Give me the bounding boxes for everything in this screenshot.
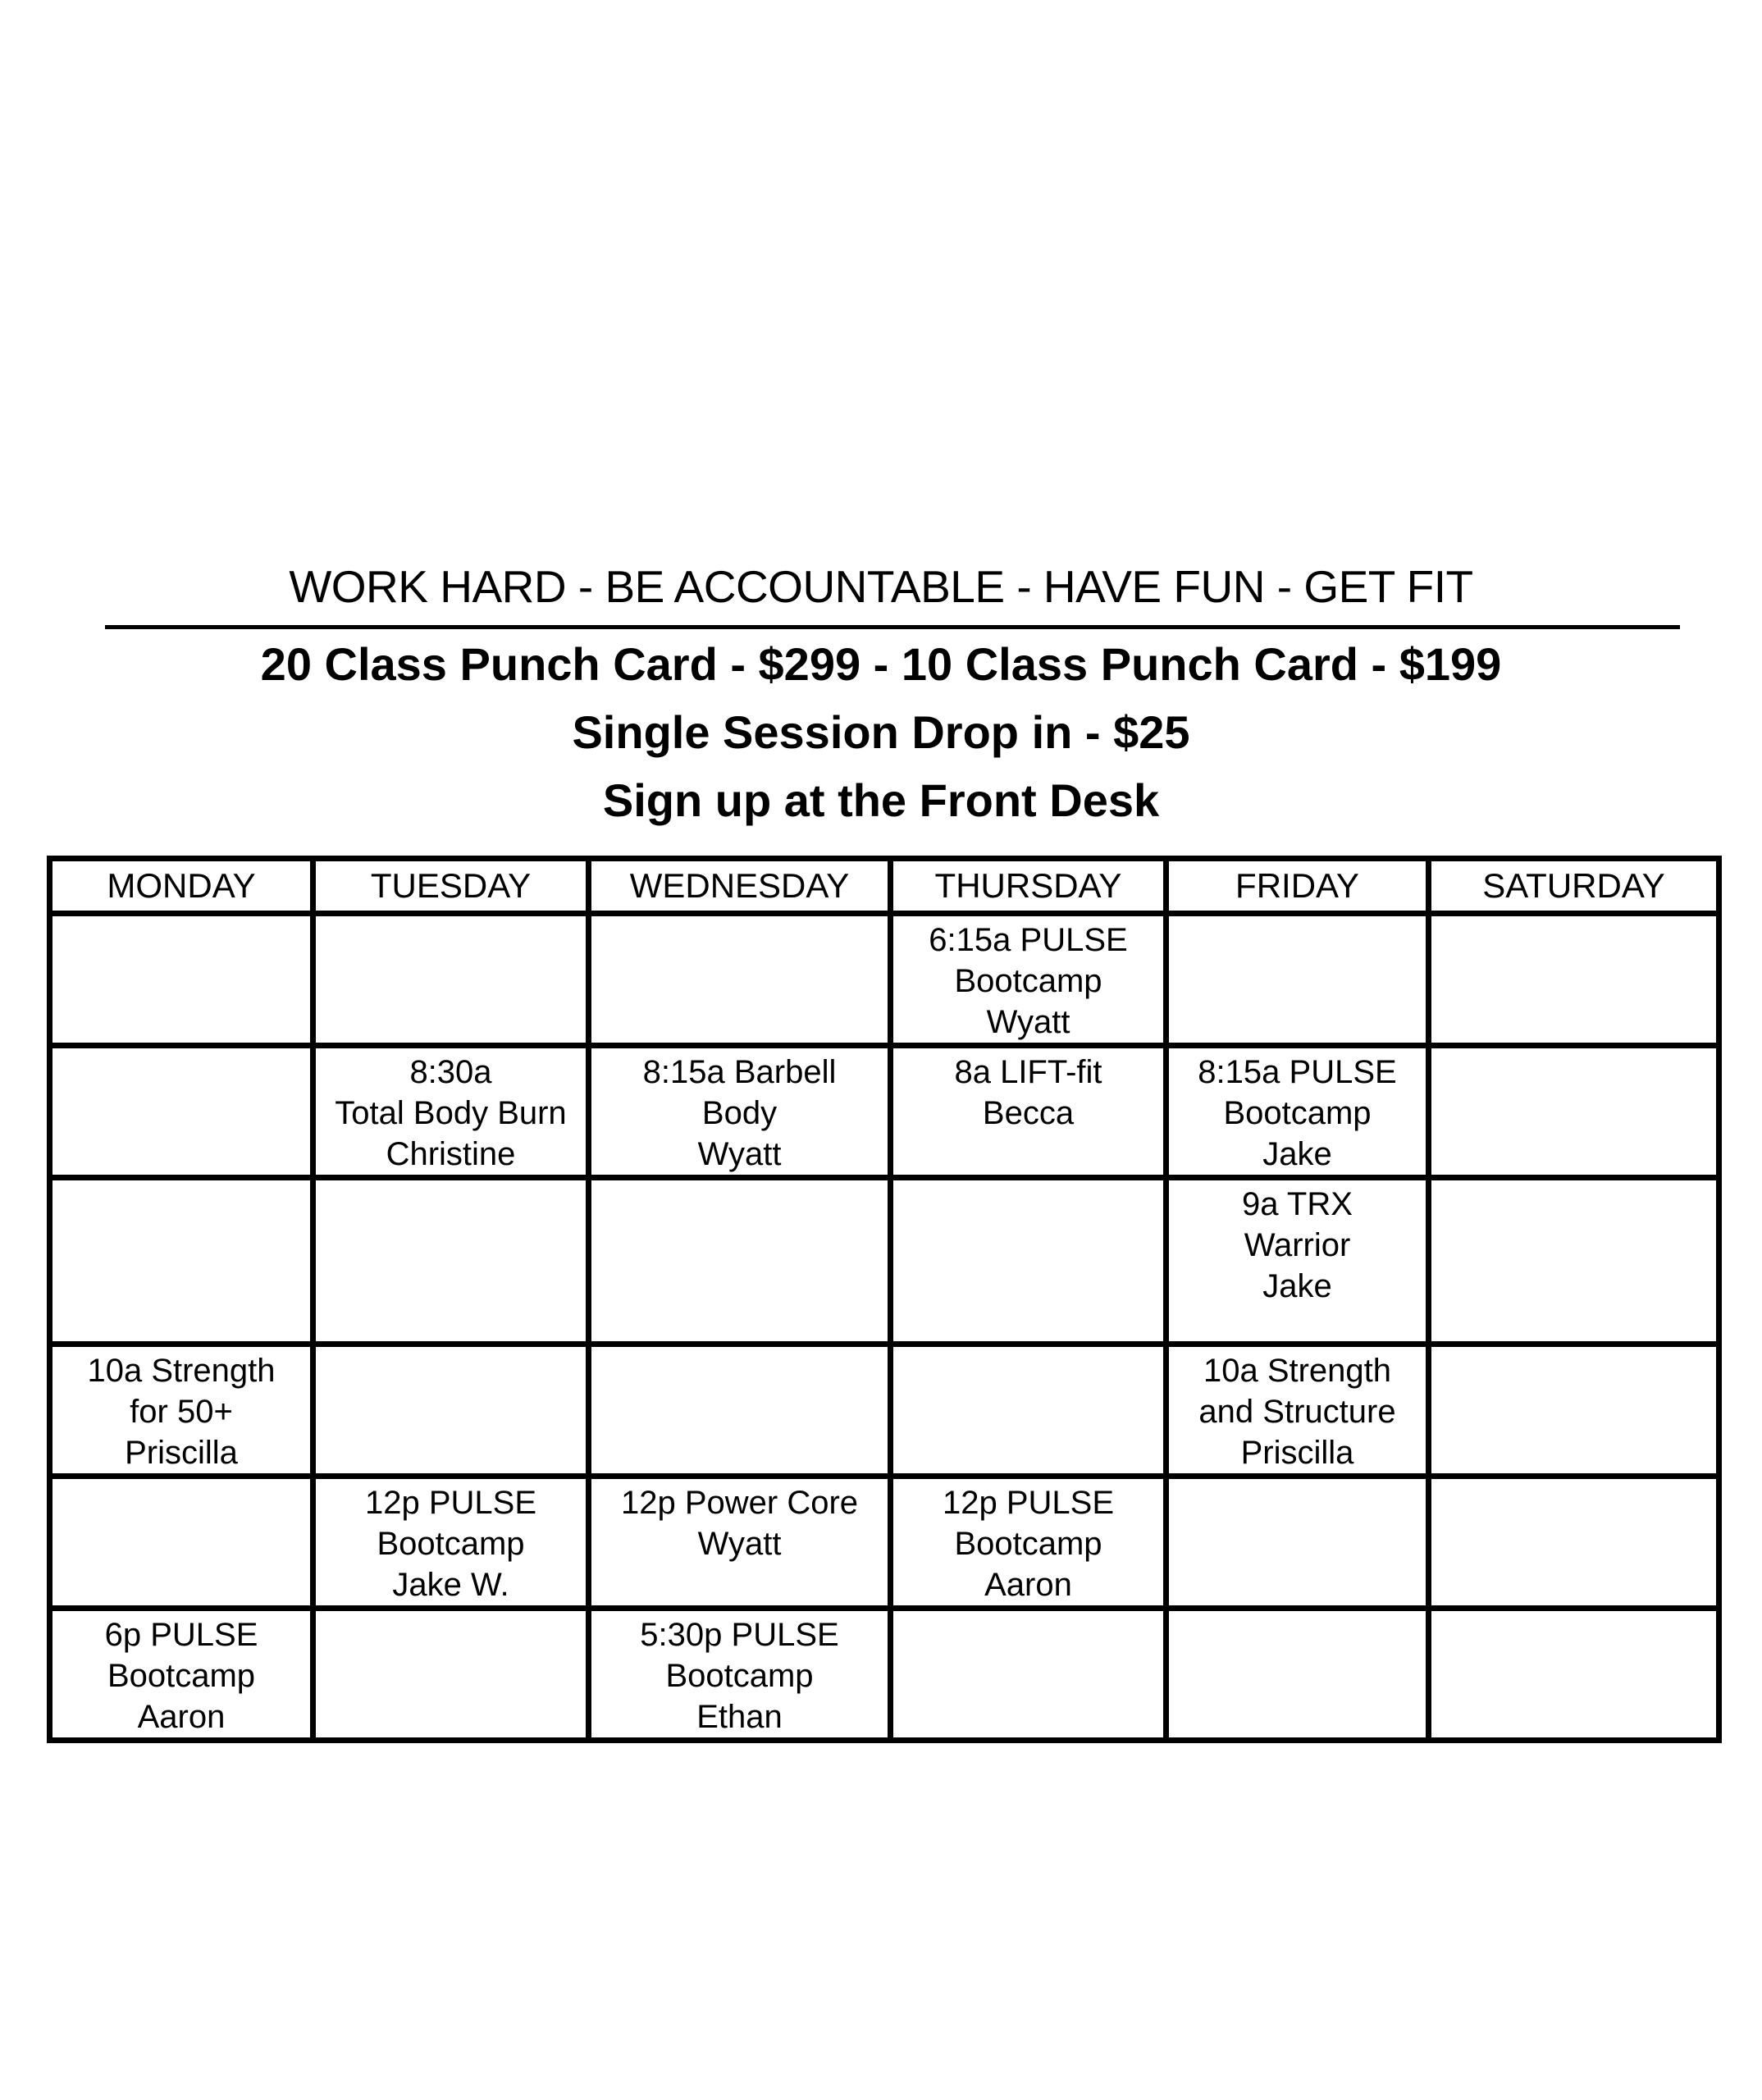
class-entry: 5:30p PULSE Bootcamp Ethan xyxy=(640,1617,839,1735)
day-header-row xyxy=(50,859,1719,914)
schedule-cell-friday xyxy=(1166,1178,1429,1344)
class-entry xyxy=(316,1180,586,1184)
schedule-cell-monday xyxy=(50,1344,313,1477)
class-entry: 9a TRX Warrior Jake xyxy=(1242,1186,1353,1304)
class-entry xyxy=(52,1479,310,1482)
pricing-drop-in: Single Session Drop in - $25 xyxy=(572,706,1190,758)
class-entry xyxy=(591,1180,888,1184)
schedule-row xyxy=(50,1609,1719,1741)
schedule-cell-tuesday xyxy=(313,1046,589,1178)
class-entry xyxy=(316,916,586,920)
class-entry xyxy=(1431,1048,1716,1052)
class-entry: 8:15a PULSE Bootcamp Jake xyxy=(1198,1054,1397,1172)
day-header-thursday: THURSDAY xyxy=(891,859,1166,914)
class-entry xyxy=(1169,1611,1426,1614)
header-divider xyxy=(105,625,1680,629)
schedule-row xyxy=(50,1477,1719,1609)
class-entry: 8a LIFT-fit Becca xyxy=(954,1054,1102,1131)
class-entry xyxy=(1431,1479,1716,1482)
schedule-cell-monday xyxy=(50,1178,313,1344)
schedule-cell-saturday xyxy=(1429,914,1719,1046)
schedule-cell-friday xyxy=(1166,1046,1429,1178)
class-entry xyxy=(1431,1180,1716,1184)
schedule-cell-friday xyxy=(1166,1344,1429,1477)
class-entry xyxy=(1431,916,1716,920)
class-entry xyxy=(591,916,888,920)
class-entry xyxy=(52,916,310,920)
schedule-cell-saturday xyxy=(1429,1609,1719,1741)
class-entry xyxy=(893,1347,1163,1350)
schedule-cell-tuesday xyxy=(313,1609,589,1741)
schedule-cell-saturday xyxy=(1429,1178,1719,1344)
schedule-cell-saturday xyxy=(1429,1046,1719,1178)
schedule-cell-wednesday xyxy=(589,1178,891,1344)
signup-note: Sign up at the Front Desk xyxy=(602,774,1160,826)
class-entry: 10a Strength for 50+ Priscilla xyxy=(87,1353,276,1471)
class-entry xyxy=(52,1180,310,1184)
day-header-friday: FRIDAY xyxy=(1166,859,1429,914)
schedule-cell-saturday xyxy=(1429,1477,1719,1609)
schedule-cell-friday xyxy=(1166,1609,1429,1741)
schedule-cell-thursday xyxy=(891,1609,1166,1741)
motto-heading: WORK HARD - BE ACCOUNTABLE - HAVE FUN - GET FIT xyxy=(289,561,1473,612)
schedule-cell-thursday xyxy=(891,914,1166,1046)
schedule-cell-monday xyxy=(50,914,313,1046)
schedule-row xyxy=(50,1046,1719,1178)
class-entry: 8:30a Total Body Burn Christine xyxy=(335,1054,567,1172)
schedule-cell-thursday xyxy=(891,1344,1166,1477)
class-entry xyxy=(893,1611,1163,1614)
class-entry xyxy=(1169,916,1426,920)
class-entry: 10a Strength and Structure Priscilla xyxy=(1198,1353,1396,1471)
schedule-cell-thursday xyxy=(891,1477,1166,1609)
schedule-cell-monday xyxy=(50,1609,313,1741)
schedule-cell-tuesday xyxy=(313,1178,589,1344)
schedule-cell-tuesday xyxy=(313,914,589,1046)
day-header-wednesday: WEDNESDAY xyxy=(589,859,891,914)
class-entry xyxy=(316,1611,586,1614)
day-header-tuesday: TUESDAY xyxy=(313,859,589,914)
schedule-cell-monday xyxy=(50,1046,313,1178)
schedule-row xyxy=(50,1344,1719,1477)
class-entry xyxy=(893,1180,1163,1184)
schedule-cell-friday xyxy=(1166,1477,1429,1609)
class-entry: 8:15a Barbell Body Wyatt xyxy=(642,1054,837,1172)
schedule-row xyxy=(50,914,1719,1046)
class-entry: 12p PULSE Bootcamp Aaron xyxy=(942,1485,1115,1603)
class-entry xyxy=(591,1347,888,1350)
class-schedule-table xyxy=(47,856,1722,1743)
schedule-cell-wednesday xyxy=(589,1046,891,1178)
class-entry: 12p PULSE Bootcamp Jake W. xyxy=(364,1485,537,1603)
schedule-cell-wednesday xyxy=(589,1477,891,1609)
schedule-cell-tuesday xyxy=(313,1344,589,1477)
day-header-monday: MONDAY xyxy=(50,859,313,914)
day-header-saturday: SATURDAY xyxy=(1429,859,1719,914)
schedule-cell-wednesday xyxy=(589,1609,891,1741)
class-entry: 6:15a PULSE Bootcamp Wyatt xyxy=(929,922,1128,1040)
class-entry xyxy=(52,1048,310,1052)
class-entry: 6p PULSE Bootcamp Aaron xyxy=(104,1617,258,1735)
schedule-cell-wednesday xyxy=(589,914,891,1046)
schedule-row xyxy=(50,1178,1719,1344)
schedule-cell-tuesday xyxy=(313,1477,589,1609)
class-entry xyxy=(1431,1611,1716,1614)
schedule-cell-thursday xyxy=(891,1046,1166,1178)
schedule-cell-monday xyxy=(50,1477,313,1609)
pricing-punch-cards: 20 Class Punch Card - $299 - 10 Class Punch Card - $199 xyxy=(260,638,1502,690)
schedule-cell-friday xyxy=(1166,914,1429,1046)
class-entry: 12p Power Core Wyatt xyxy=(620,1485,859,1562)
schedule-cell-wednesday xyxy=(589,1344,891,1477)
class-entry xyxy=(1169,1479,1426,1482)
class-entry xyxy=(1431,1347,1716,1350)
schedule-cell-saturday xyxy=(1429,1344,1719,1477)
schedule-cell-thursday xyxy=(891,1178,1166,1344)
class-entry xyxy=(316,1347,586,1350)
